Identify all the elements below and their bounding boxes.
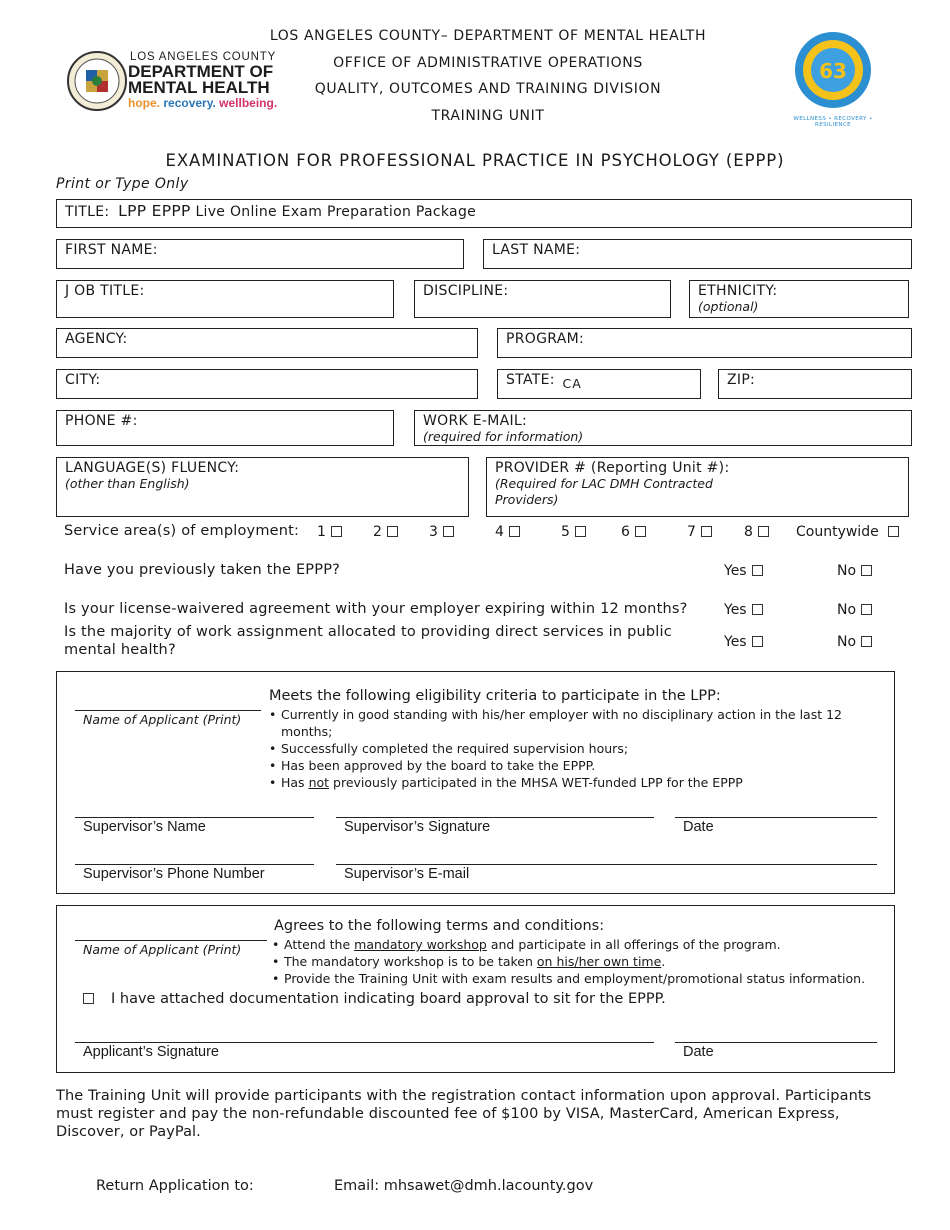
footer-paragraph xyxy=(56,1087,871,1141)
question-license-expiring: Is your license-waivered agreement with your employer expiring within 12 months? xyxy=(64,601,688,617)
checkbox-icon xyxy=(387,526,398,537)
supervisor-name-label: Supervisor’s Name xyxy=(83,819,206,835)
applicant-name-label: Name of Applicant (Print) xyxy=(83,712,242,727)
title-field[interactable] xyxy=(56,199,912,228)
service-area-8[interactable]: 8 xyxy=(744,524,769,540)
logo-dept-text: DEPARTMENT OF xyxy=(128,62,274,81)
criteria-not-participated: • Has not previously participated in the MHSA WET-funded LPP for the EPPP xyxy=(267,774,867,791)
checkbox-icon xyxy=(752,565,763,576)
q2-no-option[interactable]: No xyxy=(837,602,872,618)
program-label: PROGRAM: xyxy=(506,331,584,347)
header-line-2: OFFICE OF ADMINISTRATIVE OPERATIONS xyxy=(333,55,643,71)
work-email-note: (required for information) xyxy=(423,429,584,444)
service-area-4[interactable]: 4 xyxy=(495,524,520,540)
ethnicity-field[interactable] xyxy=(689,280,909,318)
logo-tagline: hope. recovery. wellbeing. xyxy=(128,96,278,110)
job-title-field[interactable] xyxy=(56,280,394,318)
checkbox-icon xyxy=(331,526,342,537)
phone-label: PHONE #: xyxy=(65,413,138,429)
zip-field[interactable] xyxy=(718,369,912,399)
header-line-1: LOS ANGELES COUNTY– DEPARTMENT OF MENTAL HEALTH xyxy=(269,28,707,44)
question-direct-services-2: mental health? xyxy=(64,642,176,658)
instruction-text: Print or Type Only xyxy=(56,176,189,192)
ethnicity-label: ETHNICITY: xyxy=(698,283,778,299)
terms-date-label: Date xyxy=(683,1044,714,1060)
supervisor-phone-line[interactable] xyxy=(75,864,314,865)
checkbox-icon xyxy=(888,526,899,537)
service-area-5[interactable]: 5 xyxy=(561,524,586,540)
checkbox-icon xyxy=(509,526,520,537)
title-prefix: LPP EPPP xyxy=(118,202,191,220)
q3-yes-option[interactable]: Yes xyxy=(724,634,763,650)
title-value: Live Online Exam Preparation Package xyxy=(195,204,477,220)
zip-label: ZIP: xyxy=(727,372,756,388)
checkbox-icon xyxy=(758,526,769,537)
city-field[interactable] xyxy=(56,369,478,399)
state-value: CA xyxy=(562,376,582,391)
mhsa-logo xyxy=(782,30,884,126)
footer-line-1: The Training Unit will provide participants with the registration contact information upon approval. Participants xyxy=(56,1088,872,1104)
supervisor-signature-line[interactable] xyxy=(336,817,654,818)
service-area-7[interactable]: 7 xyxy=(687,524,712,540)
checkbox-icon xyxy=(701,526,712,537)
work-email-label: WORK E-MAIL: xyxy=(423,413,528,429)
first-name-label: FIRST NAME: xyxy=(65,242,158,258)
state-label: STATE: xyxy=(506,372,555,388)
agency-field[interactable] xyxy=(56,328,478,358)
checkbox-icon xyxy=(635,526,646,537)
supervisor-phone-label: Supervisor’s Phone Number xyxy=(83,866,265,882)
footer-line-2: must register and pay the non-refundable discounted fee of $100 by VISA, MasterCard, American Express, xyxy=(56,1106,840,1122)
discipline-label: DISCIPLINE: xyxy=(423,283,509,299)
criteria-supervision-hours: • Successfully completed the required supervision hours; xyxy=(267,740,867,757)
supervisor-email-label: Supervisor’s E-mail xyxy=(344,866,470,882)
applicant-signature-line[interactable] xyxy=(75,1042,654,1043)
checkbox-icon xyxy=(861,636,872,647)
q1-no-option[interactable]: No xyxy=(837,563,872,579)
header-line-3: QUALITY, OUTCOMES AND TRAINING DIVISION xyxy=(314,81,662,97)
service-area-2[interactable]: 2 xyxy=(373,524,398,540)
last-name-label: LAST NAME: xyxy=(492,242,581,258)
checkbox-icon xyxy=(861,604,872,615)
title-label: TITLE: xyxy=(65,204,110,220)
provider-note-1: (Required for LAC DMH Contracted xyxy=(495,476,713,491)
checkbox-icon xyxy=(83,993,94,1004)
first-name-field[interactable] xyxy=(56,239,464,269)
terms-date-line[interactable] xyxy=(675,1042,877,1043)
logo-mh-text: MENTAL HEALTH xyxy=(128,78,270,97)
supervisor-signature-label: Supervisor’s Signature xyxy=(344,819,491,835)
terms-list xyxy=(270,936,890,987)
term-exam-results: • Provide the Training Unit with exam results and employment/promotional status information. xyxy=(270,970,890,987)
eligibility-heading: Meets the following eligibility criteria to participate in the LPP: xyxy=(269,688,721,704)
term-mandatory-workshop: • Attend the mandatory workshop and participate in all offerings of the program. xyxy=(270,936,890,953)
last-name-field[interactable] xyxy=(483,239,912,269)
date-line[interactable] xyxy=(675,817,877,818)
city-label: CITY: xyxy=(65,372,101,388)
work-email-field[interactable] xyxy=(414,410,912,446)
return-application-label: Return Application to: xyxy=(96,1178,254,1194)
provider-note-2: Providers) xyxy=(495,492,559,507)
agency-label: AGENCY: xyxy=(65,331,128,347)
terms-applicant-name-label: Name of Applicant (Print) xyxy=(83,942,242,957)
checkbox-icon xyxy=(443,526,454,537)
q2-yes-option[interactable]: Yes xyxy=(724,602,763,618)
provider-field[interactable] xyxy=(486,457,909,517)
mhsa-caption: WELLNESS • RECOVERY • RESILIENCE xyxy=(793,116,873,128)
phone-field[interactable] xyxy=(56,410,394,446)
terms-section xyxy=(56,905,895,1073)
service-area-6[interactable]: 6 xyxy=(621,524,646,540)
terms-heading: Agrees to the following terms and conditions: xyxy=(274,918,605,934)
return-email[interactable]: Email: mhsawet@dmh.lacounty.gov xyxy=(334,1178,594,1194)
service-area-3[interactable]: 3 xyxy=(429,524,454,540)
criteria-board-approved: • Has been approved by the board to take the EPPP. xyxy=(267,757,867,774)
footer-line-3: Discover, or PayPal. xyxy=(56,1124,201,1140)
term-own-time: • The mandatory workshop is to be taken on his/her own time. xyxy=(270,953,890,970)
service-area-label: Service area(s) of employment: xyxy=(64,523,300,539)
terms-applicant-name-line[interactable] xyxy=(75,940,267,941)
attached-documentation-option[interactable] xyxy=(83,991,666,1007)
form-title: EXAMINATION FOR PROFESSIONAL PRACTICE IN PSYCHOLOGY (EPPP) xyxy=(165,151,785,170)
q1-yes-option[interactable]: Yes xyxy=(724,563,763,579)
eligibility-section xyxy=(56,671,895,894)
date-label: Date xyxy=(683,819,714,835)
checkbox-icon xyxy=(575,526,586,537)
applicant-signature-label: Applicant’s Signature xyxy=(83,1044,219,1060)
checkbox-icon xyxy=(861,565,872,576)
criteria-good-standing: • Currently in good standing with his/her employer with no disciplinary action in the last 12 months; xyxy=(267,706,867,740)
checkbox-icon xyxy=(752,636,763,647)
q3-no-option[interactable]: No xyxy=(837,634,872,650)
supervisor-email-line[interactable] xyxy=(336,864,877,865)
service-area-1[interactable]: 1 xyxy=(317,524,342,540)
logo-county-text: LOS ANGELES COUNTY xyxy=(130,51,277,63)
state-field[interactable] xyxy=(497,369,701,399)
supervisor-name-line[interactable] xyxy=(75,817,314,818)
seal-number: 63 xyxy=(819,59,847,83)
header-line-4: TRAINING UNIT xyxy=(431,108,545,124)
ethnicity-note: (optional) xyxy=(698,299,759,314)
question-direct-services-1: Is the majority of work assignment allocated to providing direct services in public xyxy=(64,624,672,640)
attached-documentation-label: I have attached documentation indicating board approval to sit for the EPPP. xyxy=(111,991,666,1007)
discipline-field[interactable] xyxy=(414,280,671,318)
eligibility-criteria-list xyxy=(267,706,867,791)
program-field[interactable] xyxy=(497,328,912,358)
provider-label: PROVIDER # (Reporting Unit #): xyxy=(495,460,730,476)
job-title-label: J OB TITLE: xyxy=(65,283,145,299)
applicant-name-line[interactable] xyxy=(75,710,261,711)
language-label: LANGUAGE(S) FLUENCY: xyxy=(65,460,240,476)
language-field[interactable] xyxy=(56,457,469,517)
language-note: (other than English) xyxy=(65,476,190,491)
service-area-countywide[interactable]: Countywide xyxy=(796,524,899,540)
mhsa-seal-icon xyxy=(793,30,873,110)
question-previously-taken: Have you previously taken the EPPP? xyxy=(64,562,341,578)
checkbox-icon xyxy=(752,604,763,615)
